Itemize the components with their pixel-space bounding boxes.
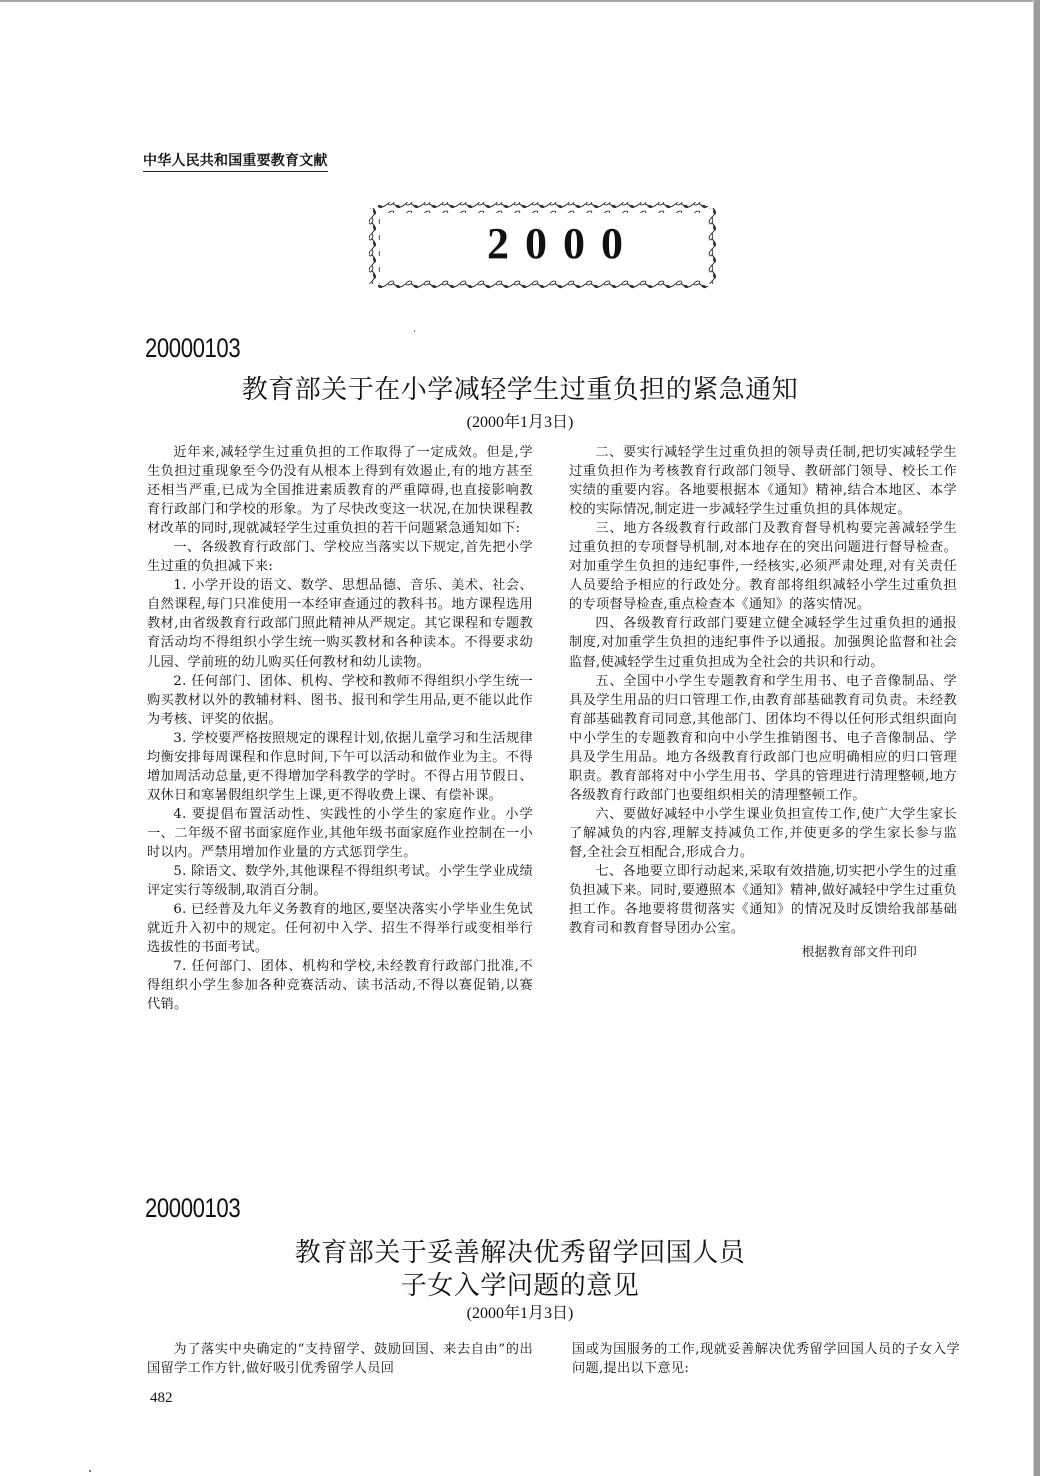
source-note: 根据教育部文件刊印: [801, 944, 917, 960]
paragraph: 5. 除语文、数学外,其他课程不得组织考试。小学生学业成绩评定实行等级制,取消百分制。: [147, 864, 533, 899]
paragraph: 为了落实中央确定的“支持留学、鼓励回国、来去自由”的出国留学工作方针,做好吸引优秀留学人员回: [147, 1342, 533, 1377]
paragraph: 近年来,减轻学生过重负担的工作取得了一定成效。但是,学生负担过重现象至今仍没有从根本上得到有效遏止,有的地方甚至还相当严重,已成为全国推进素质教育的严重障碍,也直接影响教育行政部门和学校的形象。为了尽快改变这一状况,在加快课程教材改革的同时,现就减轻学生过重负担的若干问题紧急通知如下:: [147, 445, 533, 537]
running-head: 中华人民共和国重要教育文献: [143, 150, 328, 172]
paragraph: 6. 已经普及九年义务教育的地区,要坚决落实小学毕业生免试就近升入初中的规定。任何初中入学、招生不得举行或变相举行选拔性的书面考试。: [147, 902, 533, 956]
paragraph: 五、全国中小学生专题教育和学生用书、电子音像制品、学具及学生用品的归口管理工作,由教育部基础教育司负责。未经教育部基础教育司同意,其他部门、团体均不得以任何形式组织面向中小学生的专题教育和向中小学生推销图书、电子音像制品、学具及学生用品。地方各级教育行政部门也应明确相应的归口管理职责。教育部将对中小学生用书、学具的管理进行清理整顿,地方各级教育行政部门也要组织相关的清理整顿工作。: [569, 673, 957, 803]
document-number: 20000103: [145, 333, 241, 363]
paragraph: 2. 任何部门、团体、机构、学校和教师不得组织小学生统一购买教材以外的教辅材料、图书、报刊和学生用品,更不能以此作为考核、评奖的依据。: [147, 673, 533, 727]
paragraph: 1. 小学开设的语文、数学、思想品德、音乐、美术、社会、自然课程,每门只准使用一本经审查通过的教科书。地方课程选用教材,由省级教育行政部门照此精神从严规定。其它课程和专题教育活动均不得组织小学生统一购买教材和各种读本。不得要求幼儿园、学前班的幼儿购买任何教材和幼儿读物。: [147, 578, 533, 670]
article-left-column: [147, 443, 533, 1014]
article-title: 教育部关于在小学减轻学生过重负担的紧急通知: [241, 375, 799, 405]
year-banner: [368, 200, 718, 292]
article-right-column: [569, 443, 957, 961]
paragraph: 四、各级教育行政部门要建立健全减轻学生过重负担的通报制度,对加重学生负担的违纪事件予以通报。加强舆论监督和社会监督,使减轻学生过重负担成为全社会的共识和行动。: [569, 616, 957, 670]
paragraph: 二、要实行减轻学生过重负担的领导责任制,把切实减轻学生过重负担作为考核教育行政部门领导、教研部门领导、校长工作实绩的重要内容。各地要根据本《通知》精神,结合本地区、本学校的实际情况,制定进一步减轻学生过重负担的具体规定。: [569, 445, 957, 518]
year-banner-text: 2000: [487, 219, 639, 268]
paragraph: 三、地方各级教育行政部门及教育督导机构要完善减轻学生过重负担的专项督导机制,对本地存在的突出问题进行督导检查。对加重学生负担的违纪事件,一经核实,必须严肃处理,对有关责任人员要给予相应的行政处分。教育部将组织减轻小学生过重负担的专项督导检查,重点检查本《通知》的落实情况。: [569, 521, 957, 613]
paragraph: 一、各级教育行政部门、学校应当落实以下规定,首先把小学生过重的负担减下来:: [147, 540, 533, 575]
article-date: (2000年1月3日): [466, 1305, 574, 1322]
paragraph: 3. 学校要严格按照规定的课程计划,依据儿童学习和生活规律均衡安排每周课程和作息时间,下午可以活动和做作业为主。不得增加周活动总量,更不得增加学科教学的学时。不得占用节假日、双休日和寒暑假组织学生上课,更不得收费上课、有偿补课。: [147, 730, 533, 803]
article-title-line-2: 子女入学问题的意见: [400, 1271, 640, 1301]
paragraph: 六、要做好减轻中小学生课业负担宣传工作,使广大学生家长了解减负的内容,理解支持减负工作,并使更多的学生家长参与监督,全社会互相配合,形成合力。: [569, 806, 957, 860]
scan-speck: [89, 1470, 91, 1472]
article-left-column: [147, 1340, 533, 1378]
paragraph: 4. 要提倡布置活动性、实践性的小学生的家庭作业。小学一、二年级不留书面家庭作业,其他年级书面家庭作业控制在一小时以内。严禁用增加作业量的方式惩罚学生。: [147, 806, 533, 860]
paragraph: 7. 任何部门、团体、机构和学校,未经教育行政部门批准,不得组织小学生参加各种竞赛活动、读书活动,不得以赛促销,以赛代销。: [147, 959, 533, 1013]
page-number: 482: [150, 1390, 173, 1406]
document-number: 20000103: [145, 1193, 241, 1223]
article-title-line-1: 教育部关于妥善解决优秀留学回国人员: [294, 1238, 746, 1268]
article-date: (2000年1月3日): [466, 414, 574, 431]
paragraph: 国或为国服务的工作,现就妥善解决优秀留学回国人员的子女入学问题,提出以下意见:: [572, 1342, 960, 1377]
page-frame-top: [0, 0, 1034, 2]
scan-speck: [414, 330, 415, 332]
article-right-column: [572, 1340, 960, 1378]
paragraph: 七、各地要立即行动起来,采取有效措施,切实把小学生的过重负担减下来。同时,要遵照本《通知》精神,做好减轻中学生过重负担工作。各地要将贯彻落实《通知》的情况及时反馈给我部基础教育司和教育督导团办公室。: [569, 864, 957, 937]
